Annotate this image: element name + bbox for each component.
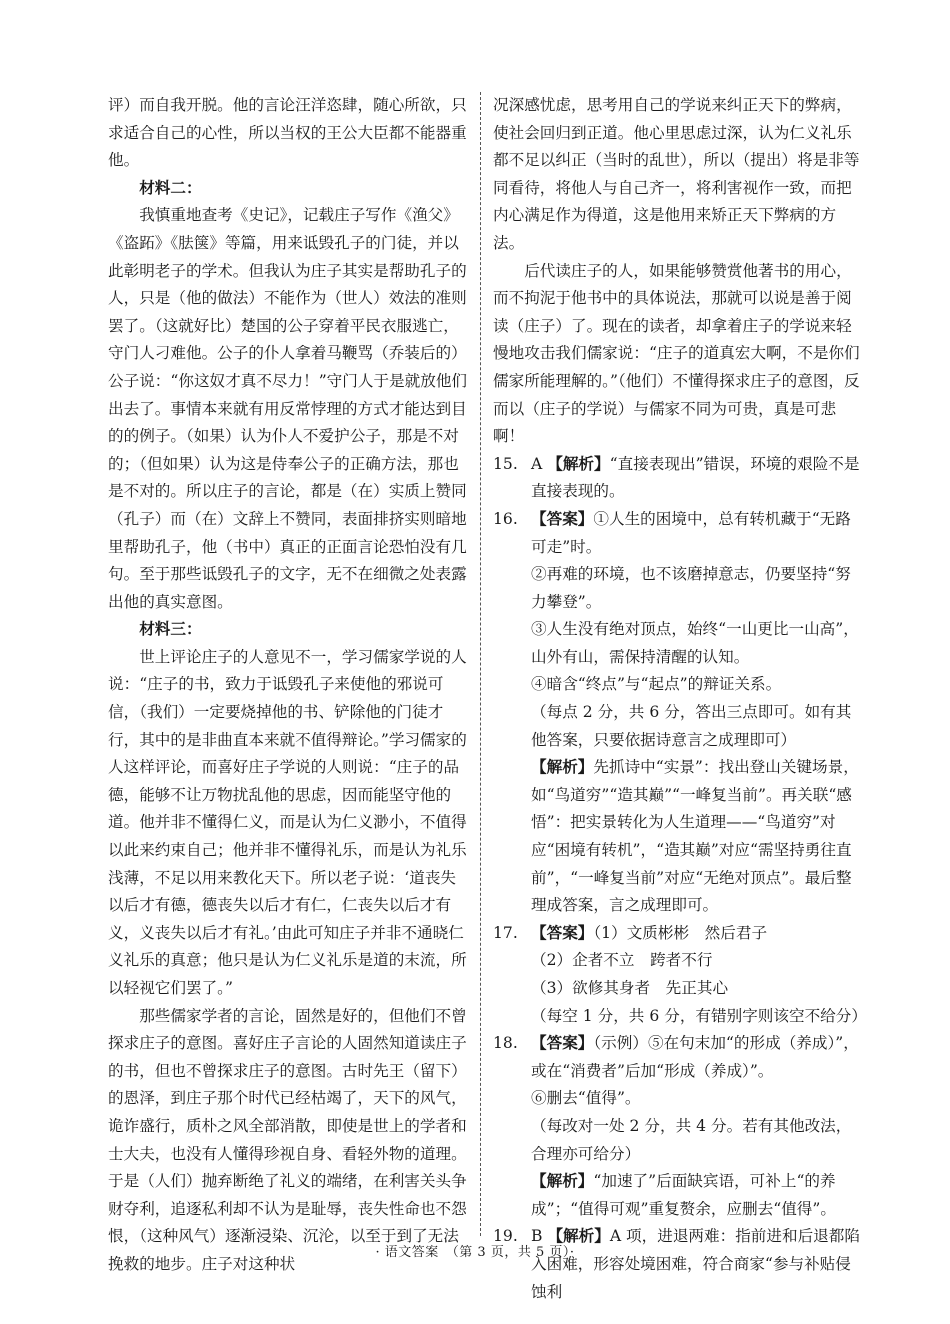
answer-line-3: （3）欲修其身者 先正其心 bbox=[531, 979, 729, 997]
answer-point-3: ③人生没有绝对顶点，始终“一山更比一山高”，山外有山，需保持清醒的认知。 bbox=[531, 620, 859, 666]
answer-line-2: ⑥删去“值得”。 bbox=[531, 1089, 641, 1108]
question-19 bbox=[493, 1223, 865, 1306]
material-3-text-1: 世上评论庄子的人意见不一，学习儒家学说的人说：“庄子的书，致力于诋毁孔子来使他的邪说可信，（我们）一定要烧掉他的书、铲除他的门徒才行，其中的是非曲直本来就不值得辩论。”学习儒家的人这样评论，而喜好庄子学说的人则说：“庄子的品德，能够不让万物扰乱他的思虑，因而能坚守他的道。他并非不懂得仁义，而是认为仁义渺小，不值得以此来约束自己；他并非不懂得礼乐，而是认为礼乐浅薄，不足以用来教化天下。所以老子说：‘道丧失以后才有德，德丧失以后才有仁，仁丧失以后才有义，义丧失以后才有礼。’由此可知庄子并非不通晓仁义礼乐的真意；他只是认为仁义礼乐是道的末流，所以轻视它们罢了。” bbox=[108, 647, 467, 997]
analysis-text: A 项，进退两难：指前进和后退都陷入困难，形容处境困难，符合商家“参与补贴侵蚀利 bbox=[531, 1227, 860, 1301]
analysis-tag: 【解析】 bbox=[547, 454, 610, 473]
question-15 bbox=[493, 451, 865, 506]
answer-letter: B bbox=[531, 1227, 543, 1246]
analysis-text: 先抓诗中“实景”：找出登山关键场景，如“鸟道穷”“造其巅”“一峰复当前”。再关联“感悟”：把实景转化为人生道理——“鸟道穷”对应“困境有转机”，“造其巅”对应“需坚持勇往直前”，“一峰复当前”对应“无绝对顶点”。最后整理成答案，言之成理即可。 bbox=[531, 758, 859, 915]
material-1-ending: 评）而自我开脱。他的言论汪洋恣肆，随心所欲，只求适合自己的心性，所以当权的王公大臣都不能器重他。 bbox=[108, 96, 467, 170]
question-number: 18. bbox=[493, 1034, 518, 1053]
answer-point-2: ②再难的环境，也不该磨掉意志，仍要坚持“努力攀登”。 bbox=[531, 565, 851, 611]
answer-tag: 【答案】 bbox=[531, 1034, 594, 1053]
scoring-note: （每点 2 分，共 6 分，答出三点即可。如有其他答案，只要依据诗意言之成理即可） bbox=[531, 703, 852, 749]
analysis-tag: 【解析】 bbox=[531, 1172, 594, 1191]
analysis-tag: 【解析】 bbox=[531, 758, 594, 777]
analysis-text: “加速了”后面缺宾语，可补上“的养成”；“值得可观”重复赘余，应删去“值得”。 bbox=[531, 1172, 836, 1218]
scoring-note: （每改对一处 2 分，共 4 分。若有其他改法，合理亦可给分） bbox=[531, 1116, 852, 1163]
answer-line-1: （1）文质彬彬 然后君子 bbox=[593, 923, 768, 942]
answer-point-1: ①人生的困境中，总有转机藏于“无路可走”时。 bbox=[531, 509, 851, 556]
material-3-text-4: 后代读庄子的人，如果能够赞赏他著书的用心，而不拘泥于他书中的具体说法，那就可以说是善于阅读（庄子）了。现在的读者，却拿着庄子的学说来轻慢地攻击我们儒家说：“庄子的道真宏大啊，不是你们儒家所能理解的。”（他们）不懂得探求庄子的意图，反而以（庄子的学说）与儒家不同为可贵，真是可悲啊！ bbox=[493, 261, 860, 446]
answer-point-4: ④暗含“终点”与“起点”的辩证关系。 bbox=[531, 675, 782, 694]
answer-tag: 【答案】 bbox=[531, 509, 594, 528]
question-18 bbox=[493, 1030, 865, 1223]
page-footer: · 语文答案 （第 3 页，共 5 页）· bbox=[375, 1245, 575, 1260]
material-2-text: 我慎重地查考《史记》，记载庄子写作《渔父》《盗跖》《胠箧》等篇，用来诋毁孔子的门徒，并以此彰明老子的学术。但我认为庄子其实是帮助孔子的人，只是（他的做法）不能作为（世人）效法的准则罢了。（这就好比）楚国的公子穿着平民衣服逃亡，守门人刁难他。公子的仆人拿着马鞭骂（乔装后的）公子说：“你这奴才真不尽力！”守门人于是就放他们出去了。事情本来就有用反常悖理的方式才能达到目的的例子。（如果）认为仆人不爱护公子，那是不对的；（但如果）认为这是侍奉公子的正确方法，那也是不对的。所以庄子的言论，都是（在）实质上赞同（孔子）而（在）文辞上不赞同，表面排挤实则暗地里帮助孔子，他（书中）真正的正面言论恐怕没有几句。至于那些诋毁孔子的文字，无不在细微之处表露出他的真实意图。 bbox=[108, 206, 468, 611]
question-number: 19. bbox=[493, 1227, 518, 1246]
analysis-text: “直接表现出”错误，环境的艰险不是直接表现的。 bbox=[531, 454, 860, 501]
question-number: 16. bbox=[493, 509, 518, 528]
answer-line-1: （示例）⑤在句末加“的形成（养成）”，或在“消费者”后加“形成（养成）”。 bbox=[531, 1034, 859, 1080]
question-16 bbox=[493, 506, 865, 920]
material-3-text-2: 那些儒家学者的言论，固然是好的，但他们不曾探求庄子的意图。喜好庄子言论的人固然知道读庄子的书，但也不曾探求庄子的意图。古时先王（留下）的恩泽，到庄子那个时代已经枯竭了，天下的风气，诡诈盛行，质朴之风全部消散，即使是世上的学者和士大夫，也没有人懂得珍视自身、看轻外物的道理。于是（人们）抛弃断绝了礼义的端绪，在利害关头争财夺利，追逐私利却不认为是耻辱，丧失性命也不怨恨，（这种风气）逐渐浸染、沉沦，以至于到了无法挽救的地步。庄子对这种状 bbox=[108, 1006, 467, 1273]
question-number: 17. bbox=[493, 923, 518, 942]
scoring-note: （每空 1 分，共 6 分，有错别字则该空不给分） bbox=[531, 1006, 867, 1025]
left-column bbox=[108, 92, 471, 1279]
column-divider bbox=[480, 92, 481, 1236]
analysis-tag: 【解析】 bbox=[547, 1227, 610, 1246]
material-2-heading: 材料二： bbox=[139, 178, 202, 197]
material-3-text-3: 况深感忧虑，思考用自己的学说来纠正天下的弊病，使社会回归到正道。他心里思虑过深，认为仁义礼乐都不足以纠正（当时的乱世），所以（提出）将是非等同看待，将他人与自己齐一，将利害视作一致，而把内心满足作为得道，这是他用来矫正天下弊病的方法。 bbox=[493, 96, 860, 252]
material-3-heading: 材料三： bbox=[139, 620, 202, 639]
answer-letter: A bbox=[531, 454, 543, 473]
right-column bbox=[493, 92, 865, 1306]
answer-line-2: （2）企者不立 跨者不行 bbox=[531, 951, 713, 970]
question-17 bbox=[493, 920, 865, 1030]
answer-tag: 【答案】 bbox=[531, 923, 594, 942]
question-number: 15. bbox=[493, 454, 518, 473]
